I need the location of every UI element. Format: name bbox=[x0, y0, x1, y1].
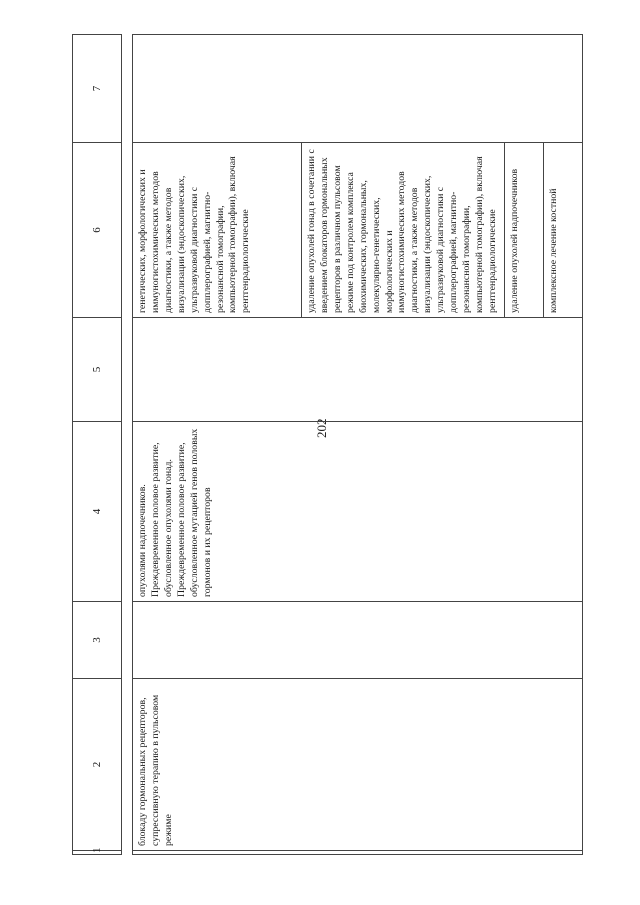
method-text: комплексное лечение костной bbox=[547, 188, 559, 313]
diagnosis-text: опухолями надпочечников. Преждевременное половое развитие, обусловленное опухолями гонад. Преждевременное половое развитие, обусловленное мутацией генов половых гормонов и их рецепторов bbox=[137, 428, 213, 597]
header-col-7: 7 bbox=[73, 35, 122, 143]
header-col-2: 2 bbox=[73, 679, 122, 851]
header-row bbox=[73, 35, 122, 855]
col-4-cell bbox=[133, 422, 583, 602]
col-3-cell bbox=[133, 602, 583, 679]
col-5-cell bbox=[133, 318, 583, 422]
col-6-cell bbox=[133, 143, 302, 318]
medical-care-table bbox=[72, 34, 583, 855]
col-6-cell bbox=[504, 143, 543, 318]
method-text: удаление опухолей надпочечников bbox=[508, 168, 520, 313]
header-col-1: 1 bbox=[73, 851, 122, 855]
col-7-cell bbox=[133, 35, 583, 143]
header-col-3: 3 bbox=[73, 602, 122, 679]
method-text: удаление опухолей гонад в сочетании с введением блокаторов гормональных рецепторов в различном пульсовом режиме под контролем комплекса биохимических, гормональных, молекулярно-генетических, морфологических и иммуногистохимических методов диагностики, а также методов визуализации (эндоскопических, ультразвуковой диагностики с допплерографией, магнитно-резонансной томографии, компьютерной томографии), включая рентгенрадиологические bbox=[306, 149, 498, 313]
header-col-4: 4 bbox=[73, 422, 122, 602]
method-text: генетических, морфологических и иммуногистохимических методов диагностики, а также методов визуализации (эндоскопических, ультразвуковой диагностики с допплерографией, магнитно-резонансной томографии, компьютерной томографии), включая рентгенрадиологические bbox=[137, 156, 252, 313]
rotated-table bbox=[72, 35, 602, 855]
table-row bbox=[133, 35, 302, 855]
header-col-6: 6 bbox=[73, 143, 122, 318]
col-2-cell bbox=[133, 679, 583, 851]
header-col-5: 5 bbox=[73, 318, 122, 422]
col-6-cell bbox=[302, 143, 505, 318]
gap-row bbox=[122, 35, 133, 855]
treatment-method-text: блокаду гормональных рецепторов, супрессивную терапию в пульсовом режиме bbox=[137, 694, 174, 846]
page-number: 202 bbox=[314, 418, 329, 438]
col-1-cell bbox=[133, 851, 583, 855]
col-6-cell bbox=[543, 143, 582, 318]
